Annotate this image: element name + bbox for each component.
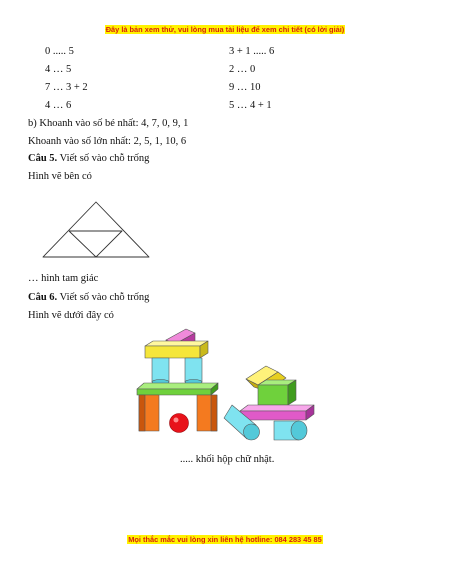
circle-largest-line: Khoanh vào số lớn nhất: 2, 5, 1, 10, 6 bbox=[28, 136, 187, 147]
question-6-intro: Hình vẽ dưới đây có bbox=[28, 310, 114, 321]
preview-banner: Đây là bản xem thử, vui lòng mua tài liệu để xem chi tiết (có lời giải) bbox=[105, 25, 345, 34]
compare-left-3: 7 … 3 + 2 bbox=[45, 82, 88, 93]
cyan-cylinder-lying-right bbox=[274, 421, 307, 440]
circle-smallest-line: b) Khoanh vào số bé nhất: 4, 7, 0, 9, 1 bbox=[28, 118, 189, 129]
green-cube bbox=[258, 380, 296, 405]
question-5-answer: … hình tam giác bbox=[28, 273, 99, 284]
question-6-text: Viết số vào chỗ trống bbox=[57, 292, 150, 303]
question-5-text: Viết số vào chỗ trống bbox=[57, 153, 150, 164]
question-6-answer: ..... khối hộp chữ nhật. bbox=[180, 454, 275, 465]
compare-left-4: 4 … 6 bbox=[45, 100, 72, 111]
hotline-banner: Mọi thắc mắc vui lòng xin liên hệ hotline: 084 283 45 85 bbox=[128, 535, 322, 544]
magenta-slab bbox=[240, 405, 314, 420]
compare-right-4: 5 … 4 + 1 bbox=[229, 100, 272, 111]
compare-right-1: 3 + 1 ..... 6 bbox=[229, 46, 275, 57]
red-ball bbox=[170, 414, 189, 433]
question-5-intro: Hình vẽ bên có bbox=[28, 171, 92, 182]
question-6-label: Câu 6. bbox=[28, 292, 58, 303]
green-slab bbox=[137, 383, 218, 395]
compare-right-3: 9 … 10 bbox=[229, 82, 261, 93]
orange-pillar-right bbox=[197, 395, 217, 431]
question-5-label: Câu 5. bbox=[28, 153, 58, 164]
cyan-cylinder-left bbox=[152, 358, 169, 385]
compare-right-2: 2 … 0 bbox=[229, 64, 256, 75]
yellow-slab-top bbox=[145, 341, 208, 358]
compare-left-1: 0 ..... 5 bbox=[45, 46, 74, 57]
orange-pillar-left bbox=[139, 395, 159, 431]
cyan-cylinder-right bbox=[185, 358, 202, 385]
compare-left-2: 4 … 5 bbox=[45, 64, 72, 75]
